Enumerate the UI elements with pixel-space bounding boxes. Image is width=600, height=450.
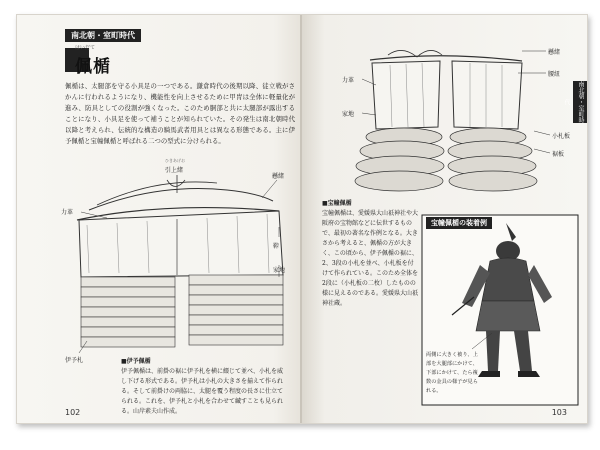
right-page bbox=[302, 15, 587, 423]
iyo-haidate-caption bbox=[121, 357, 283, 417]
page-title: 佩楯 bbox=[75, 57, 111, 77]
left-page bbox=[17, 15, 302, 423]
page-number-left: 102 bbox=[65, 408, 81, 417]
label-r-koshihimo: 腰紐 bbox=[548, 71, 561, 78]
left-lamellae bbox=[81, 277, 175, 347]
body-text: 佩楯は、太腿部を守る小具足の一つである。鎌倉時代の後期以降、徒立戦がさかんに行われるようになり、機能性を向上させるために甲冑は全体に軽量化が進み、防具としての役割が強くなった。このため胴部と共に太腿部が露出することになり、小具足を使って補うことが知られていた。その発生は南北朝時代以降と考えられ、伝統的な構造の騎馬武者用具とは異なる形態である。主に伊予佩楯と宝幢佩楯と呼ばれる二つの型式に分けられる。 bbox=[65, 82, 295, 145]
label-hikiage: 引上緒 bbox=[165, 167, 184, 174]
label-kohaze: 鞐 bbox=[273, 243, 280, 250]
title-ruby: はいだて bbox=[75, 45, 96, 51]
label-r-ieji: 家地 bbox=[342, 111, 355, 118]
label-r-kakeo: 懸緒 bbox=[548, 49, 561, 56]
label-kakeo: 懸緒 bbox=[272, 173, 285, 180]
hodo-haidate-caption bbox=[322, 199, 418, 309]
r-caption-text: 宝幢佩楯は、愛媛県大山祇神社や大阪府の宝物館などに伝世するもので、最初の著名な作例となる。大きさから考えると、佩楯の方が大きく、この頃から、伊予佩楯の裾に、2、3段の小札を並べ、小札板を付けて作られている。このため全体を2段に（小札板の二枚）したものの様に見えるのである。愛媛県大山祇神社蔵。 bbox=[322, 210, 419, 307]
label-r-suso: 裾板 bbox=[552, 151, 565, 158]
figure-box-title: 宝幢佩楯の装着例 bbox=[426, 217, 492, 229]
label-chikara-gawa: 力革 bbox=[61, 209, 74, 216]
right-lamellae bbox=[189, 275, 283, 345]
label-iyozane: 伊予札 bbox=[65, 357, 84, 364]
hodo-left-lamellae bbox=[355, 128, 444, 191]
section-tab: 南北朝・室町時代 bbox=[65, 29, 141, 42]
hodo-right-lamellae bbox=[448, 128, 537, 191]
caption-text: 伊予佩楯は、前掛の裾に伊予札を横に綴じて並べ、小札を威し下げる形式である。伊予札は小札の大きさを揃えて作られる。そして前掛けの両脇に、太腿を覆う程度の長さに仕立てられる。これを、伊予札と小札を合わせて縅すことも見られる。山岸素夫山作成。 bbox=[121, 368, 284, 415]
hikiage-ruby: ひきあげお bbox=[165, 158, 185, 163]
figure-caption: 両側に大きく被り、上部を大腿部にかけて、下部にかけて、たら複数の金具の様子が見られる。 bbox=[426, 352, 478, 394]
book-spread bbox=[16, 14, 588, 424]
label-r-kozane: 小札板 bbox=[552, 133, 571, 140]
label-ieji: 家地 bbox=[273, 267, 286, 274]
r-caption-heading: ■宝幢佩楯 bbox=[322, 200, 352, 207]
side-section-tab: 南北朝・室町時代 bbox=[573, 81, 587, 123]
page-number-right: 103 bbox=[551, 408, 567, 417]
caption-heading: ■伊予佩楯 bbox=[121, 358, 151, 365]
label-r-chikara-gawa: 力革 bbox=[342, 77, 355, 84]
